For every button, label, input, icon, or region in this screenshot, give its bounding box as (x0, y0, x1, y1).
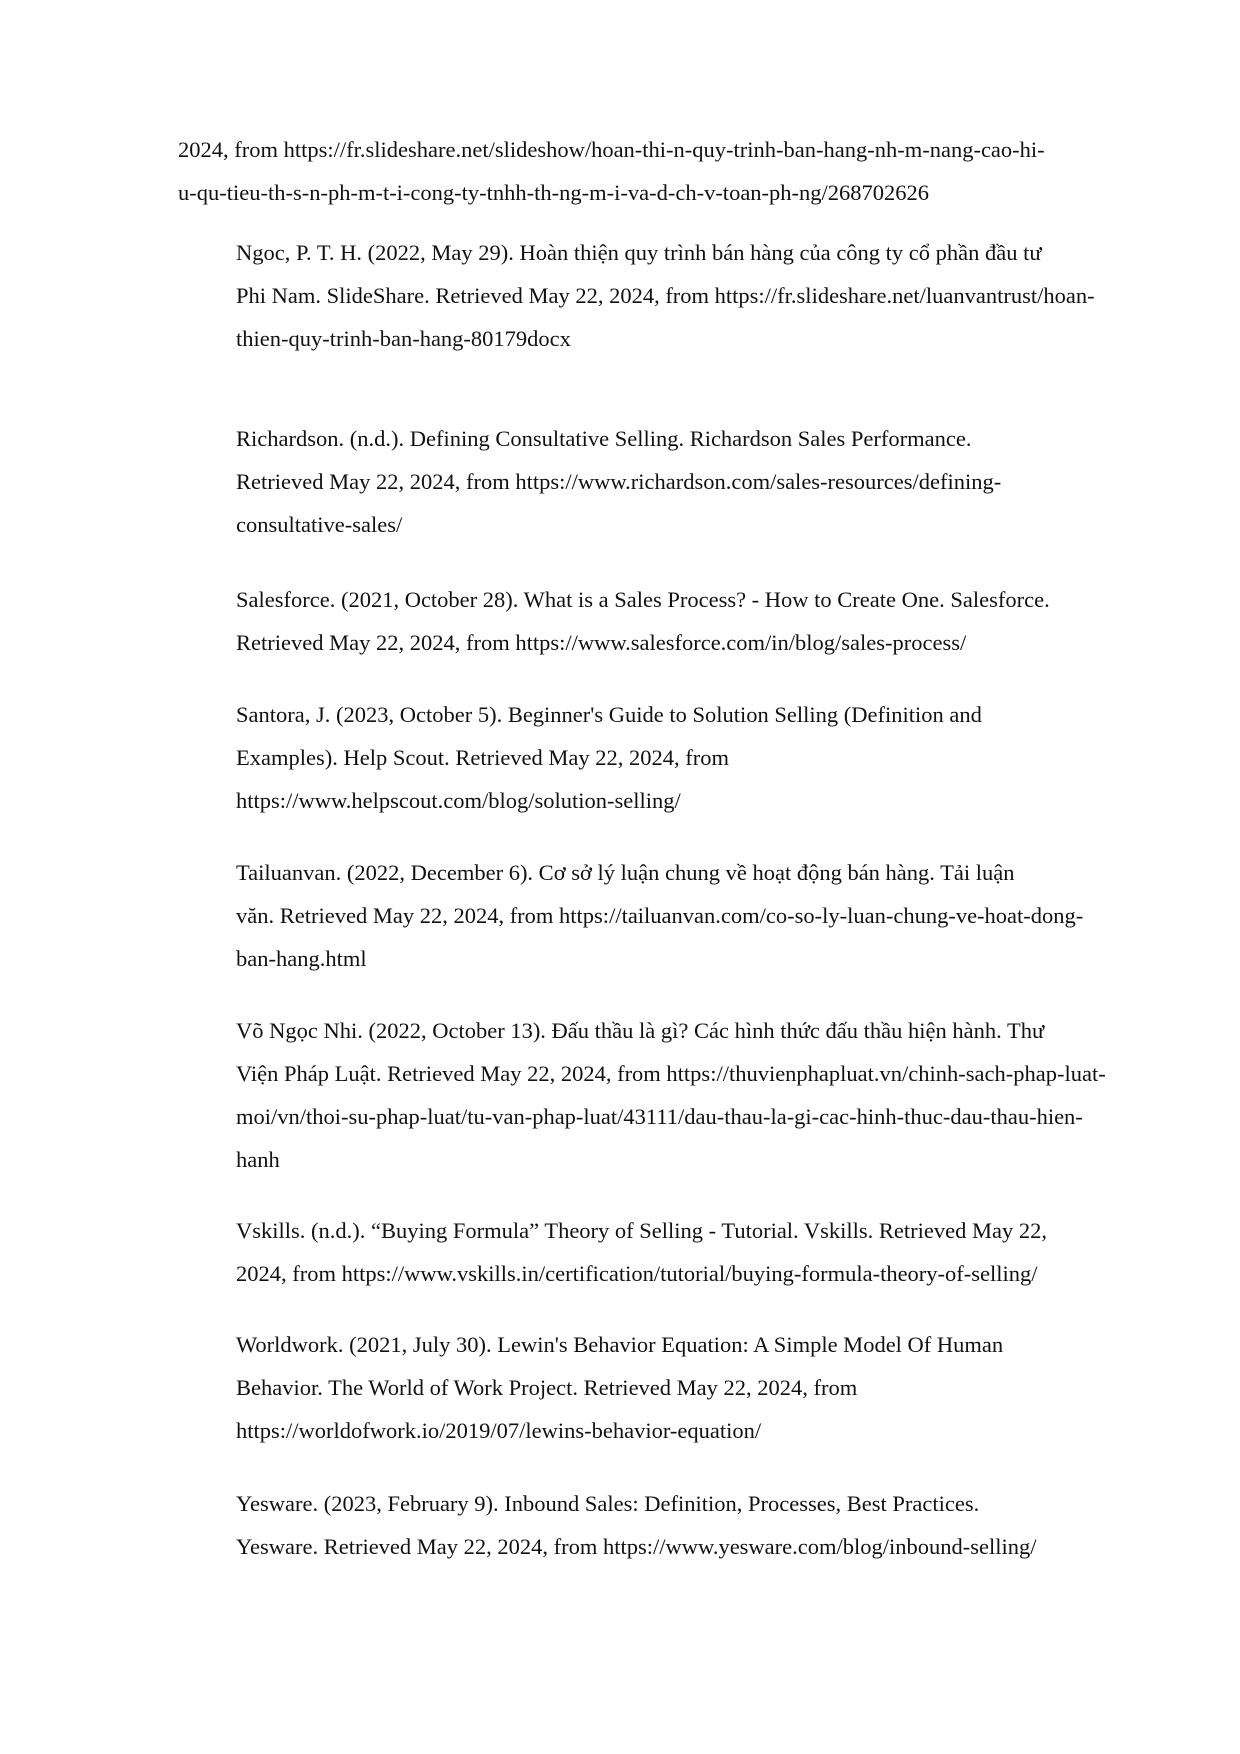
reference-entry-worldwork (178, 1323, 1090, 1452)
reference-line: Viện Pháp Luật. Retrieved May 22, 2024, from https://thuvienphapluat.vn/chinh-sach-phap-luat- (236, 1061, 1106, 1086)
reference-line: u-qu-tieu-th-s-n-ph-m-t-i-cong-ty-tnhh-th-ng-m-i-va-d-ch-v-toan-ph-ng/268702626 (178, 180, 930, 205)
reference-line: Santora, J. (2023, October 5). Beginner's Guide to Solution Selling (Definition and (236, 702, 982, 727)
reference-entry-yesware (178, 1482, 1090, 1568)
reference-line: Tailuanvan. (2022, December 6). Cơ sở lý luận chung về hoạt động bán hàng. Tải luận (236, 860, 1015, 885)
reference-line: Ngoc, P. T. H. (2022, May 29). Hoàn thiện quy trình bán hàng của công ty cổ phần đầu tư (236, 240, 1042, 265)
reference-line: Phi Nam. SlideShare. Retrieved May 22, 2024, from https://fr.slideshare.net/luanvantrust/hoan- (236, 283, 1095, 308)
reference-line: Yesware. Retrieved May 22, 2024, from https://www.yesware.com/blog/inbound-selling/ (236, 1534, 1037, 1559)
reference-entry-vskills (178, 1209, 1090, 1295)
reference-line: Võ Ngọc Nhi. (2022, October 13). Đấu thầu là gì? Các hình thức đấu thầu hiện hành. Thư (236, 1018, 1045, 1043)
reference-line: hanh (236, 1147, 280, 1172)
reference-entry-continued (178, 128, 1090, 214)
reference-entry-salesforce (178, 578, 1090, 664)
reference-line: thien-quy-trinh-ban-hang-80179docx (236, 326, 571, 351)
reference-entry-richardson (178, 417, 1090, 546)
reference-line: 2024, from https://www.vskills.in/certification/tutorial/buying-formula-theory-of-selling/ (236, 1261, 1038, 1286)
reference-line: https://worldofwork.io/2019/07/lewins-behavior-equation/ (236, 1418, 762, 1443)
reference-line: Worldwork. (2021, July 30). Lewin's Behavior Equation: A Simple Model Of Human (236, 1332, 1004, 1357)
reference-line: Retrieved May 22, 2024, from https://www.richardson.com/sales-resources/defining- (236, 469, 1002, 494)
reference-entry-santora (178, 693, 1090, 822)
reference-line: 2024, from https://fr.slideshare.net/slideshow/hoan-thi-n-quy-trinh-ban-hang-nh-m-nang-cao-hi- (178, 137, 1045, 162)
reference-entry-tailuanvan (178, 851, 1090, 980)
reference-line: ban-hang.html (236, 946, 367, 971)
reference-line: consultative-sales/ (236, 512, 403, 537)
reference-line: Behavior. The World of Work Project. Retrieved May 22, 2024, from (236, 1375, 858, 1400)
reference-entry-vo-ngoc-nhi (178, 1009, 1106, 1181)
reference-line: moi/vn/thoi-su-phap-luat/tu-van-phap-luat/43111/dau-thau-la-gi-cac-hinh-thuc-dau-thau-hien- (236, 1104, 1083, 1129)
reference-line: Retrieved May 22, 2024, from https://www.salesforce.com/in/blog/sales-process/ (236, 630, 967, 655)
reference-line: https://www.helpscout.com/blog/solution-selling/ (236, 788, 681, 813)
reference-line: Examples). Help Scout. Retrieved May 22, 2024, from (236, 745, 730, 770)
reference-line: Vskills. (n.d.). “Buying Formula” Theory of Selling - Tutorial. Vskills. Retrieved May 22, (236, 1218, 1047, 1243)
reference-line: Richardson. (n.d.). Defining Consultative Selling. Richardson Sales Performance. (236, 426, 972, 451)
reference-entry-ngoc (178, 231, 1095, 360)
reference-line: Salesforce. (2021, October 28). What is a Sales Process? - How to Create One. Salesforce. (236, 587, 1050, 612)
reference-line: Yesware. (2023, February 9). Inbound Sales: Definition, Processes, Best Practices. (236, 1491, 980, 1516)
reference-line: văn. Retrieved May 22, 2024, from https://tailuanvan.com/co-so-ly-luan-chung-ve-hoat-dong- (236, 903, 1084, 928)
